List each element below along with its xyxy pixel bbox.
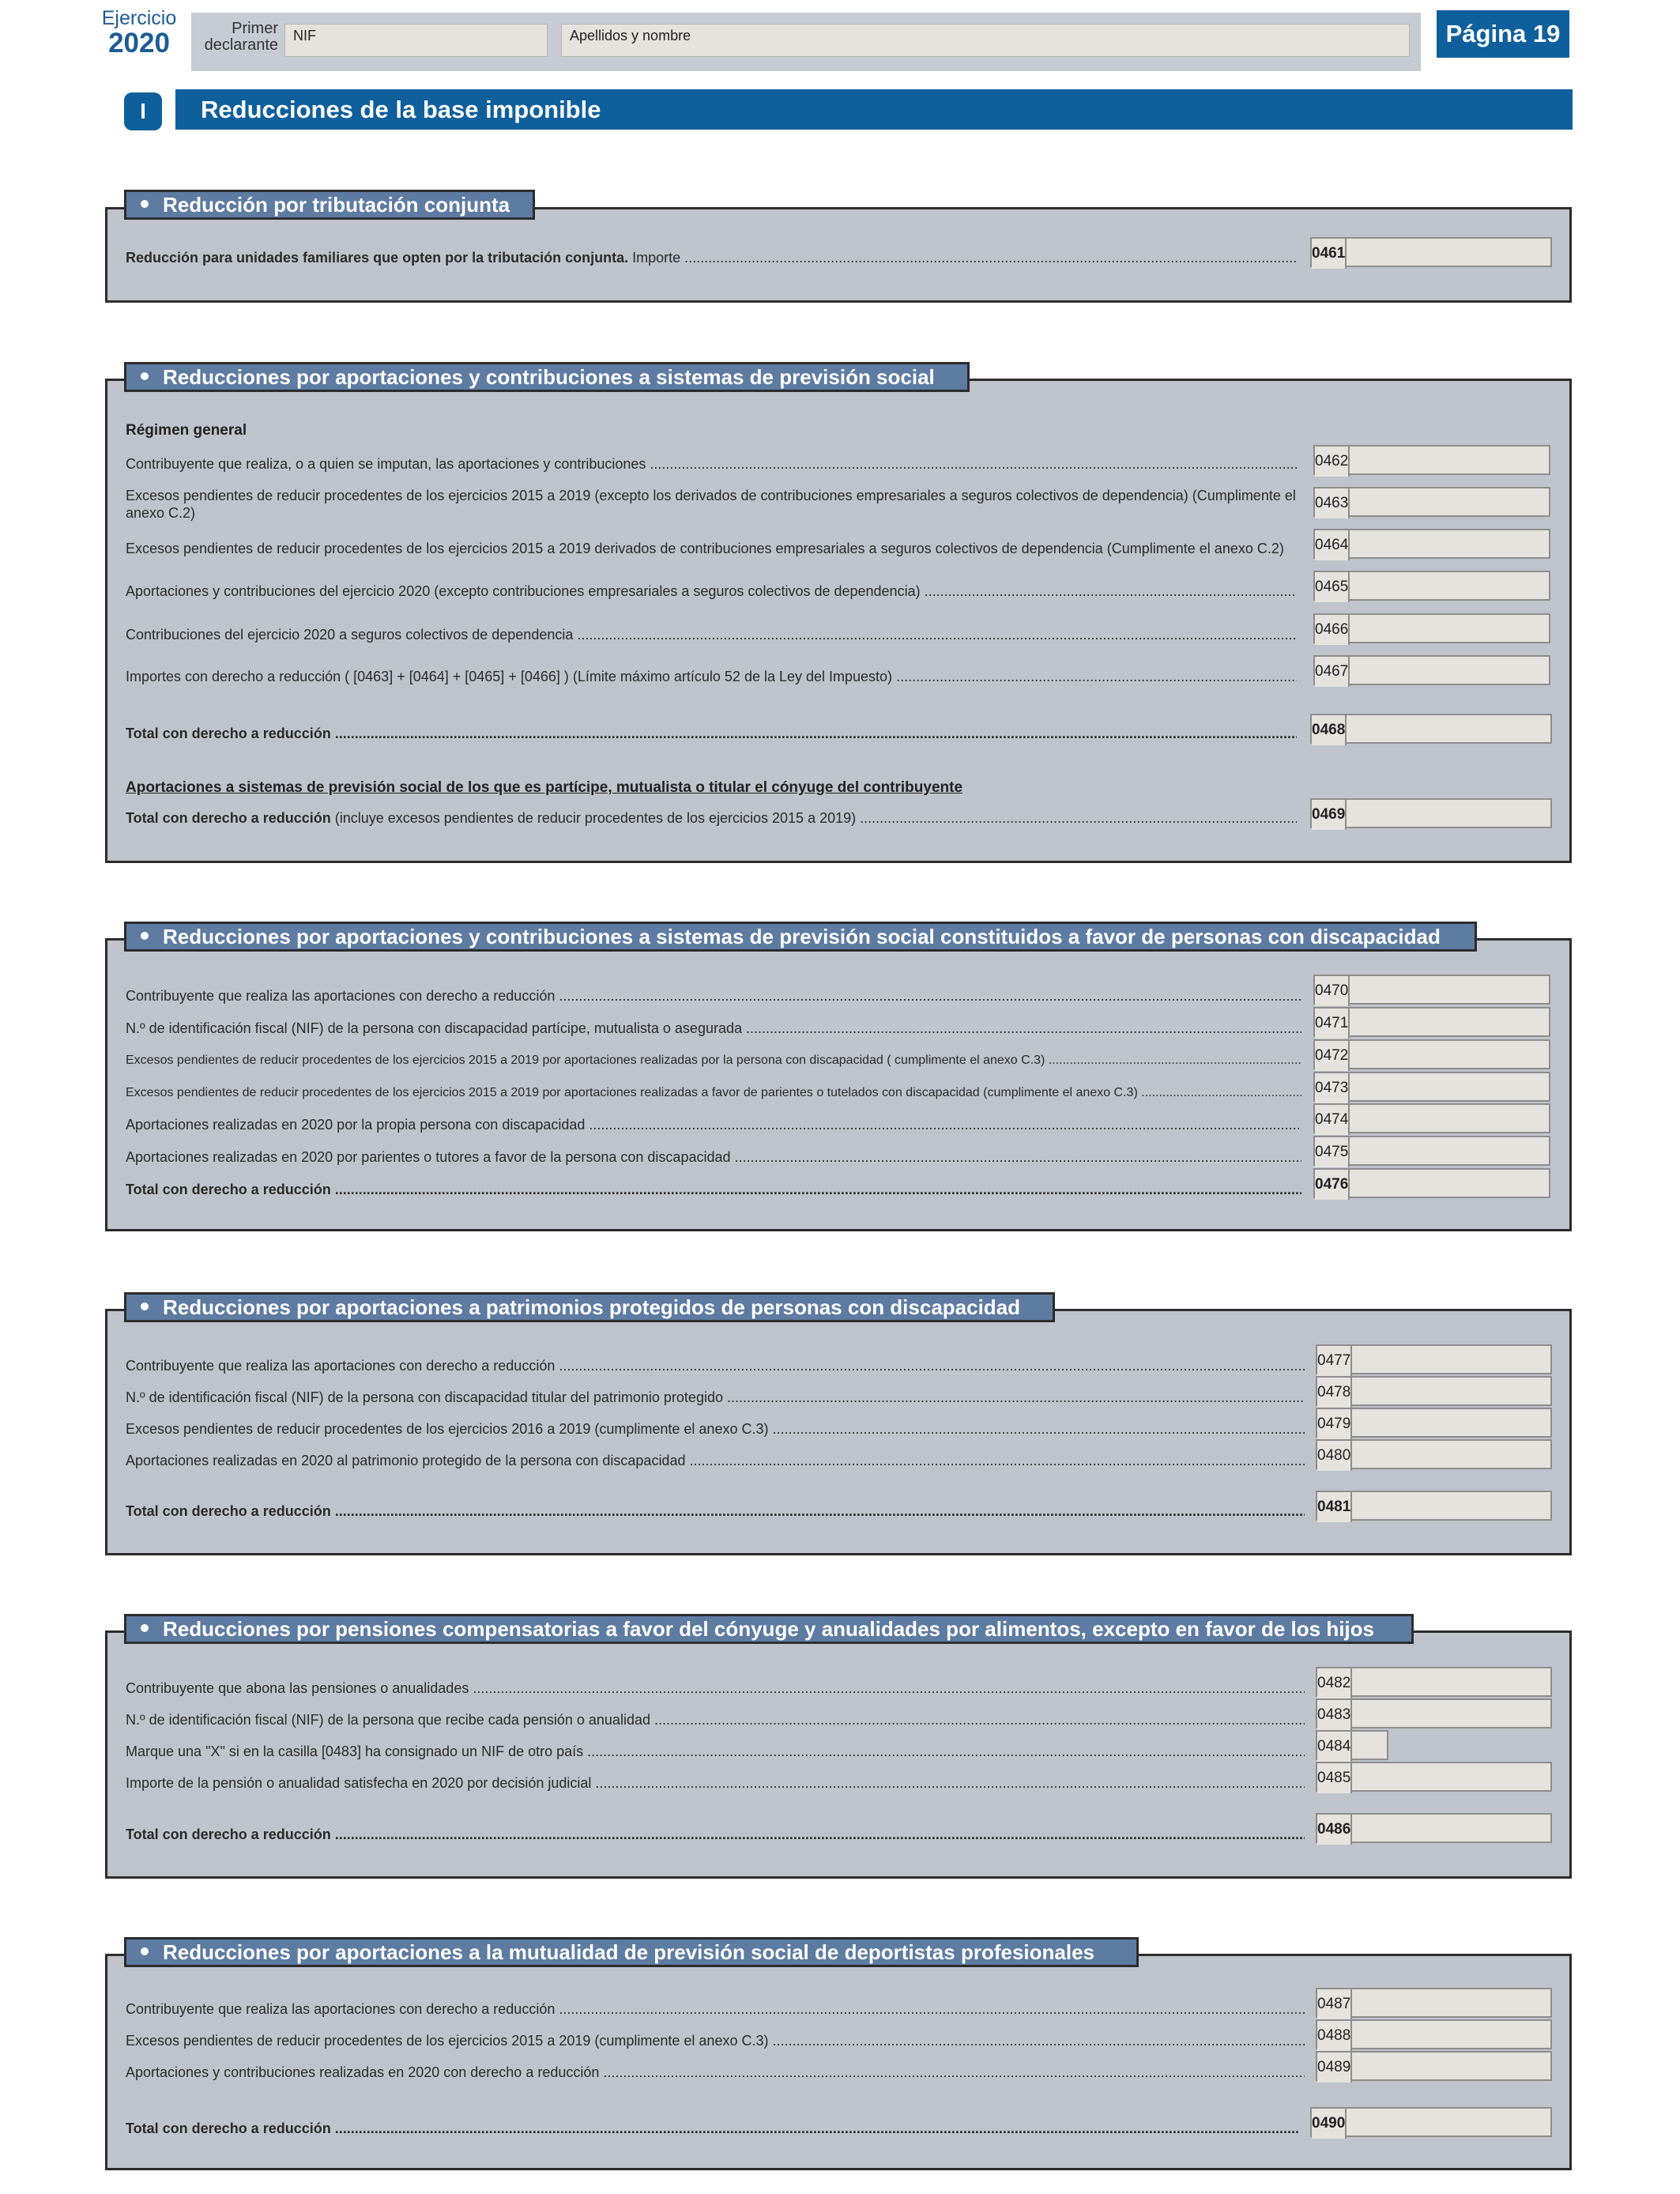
section-letter: I bbox=[124, 92, 162, 130]
line-0484-label: Marque una "X" si en la casilla [0483] ha consignado un NIF de otro país ..... bbox=[126, 1743, 1305, 1760]
line-0463-label: Excesos pendientes de reducir procedentes de los ejercicios 2015 a 2019 (excepto los derivados de contribuciones empresariales a seguros colectivos de dependencia) (Cumplimente el anexo C.2) bbox=[126, 488, 1296, 521]
code-0485: 0485 bbox=[1317, 1763, 1352, 1793]
box-0462[interactable] bbox=[1313, 445, 1550, 475]
spouse-subtitle: Aportaciones a sistemas de previsión social de los que es partícipe, mutualista o titular el cónyuge del contribuyente bbox=[126, 779, 963, 796]
bullet-icon bbox=[141, 1302, 149, 1310]
checkbox-0484[interactable] bbox=[1316, 1730, 1388, 1760]
line-0490-label: Total con derecho a reducción ..... bbox=[126, 2120, 1298, 2137]
code-0466: 0466 bbox=[1315, 615, 1350, 645]
code-0483: 0483 bbox=[1317, 1700, 1352, 1730]
box-0481[interactable] bbox=[1316, 1491, 1552, 1521]
exercise-label: Ejercicio bbox=[101, 7, 177, 29]
joint-taxation-title: Reducción por tributación conjunta bbox=[163, 193, 510, 217]
box-0470[interactable] bbox=[1313, 974, 1550, 1005]
athletes-mutual-title: Reducciones por aportaciones a la mutualidad de previsión social de deportistas profesionales bbox=[163, 1940, 1094, 1964]
code-0461: 0461 bbox=[1312, 239, 1347, 269]
protected-assets-title: Reducciones por aportaciones a patrimonios protegidos de personas con discapacidad bbox=[163, 1295, 1021, 1319]
box-0483[interactable] bbox=[1316, 1698, 1552, 1728]
code-0478: 0478 bbox=[1317, 1378, 1352, 1408]
line-0472-label: Excesos pendientes de reducir procedentes de los ejercicios 2015 a 2019 por aportaciones realizadas por la persona con discapacidad ( cumplimente el anexo C.3) ..... bbox=[126, 1052, 1301, 1069]
code-0487: 0487 bbox=[1317, 1989, 1352, 2019]
pension-title: Reducciones por aportaciones y contribuciones a sistemas de previsión social bbox=[163, 365, 935, 389]
line-0467-label: Importes con derecho a reducción ( [0463] + [0464] + [0465] + [0466] ) (Límite máximo artículo 52 de la Ley del Impuesto) ..... bbox=[126, 668, 1297, 685]
code-0475: 0475 bbox=[1315, 1137, 1350, 1167]
bullet-icon bbox=[141, 372, 149, 380]
nif-field[interactable] bbox=[284, 24, 548, 57]
disability-pension-tab bbox=[124, 922, 1477, 952]
code-0482: 0482 bbox=[1317, 1668, 1352, 1698]
bullet-icon bbox=[141, 932, 149, 940]
code-0474: 0474 bbox=[1315, 1105, 1350, 1135]
disability-pension-title: Reducciones por aportaciones y contribuciones a sistemas de previsión social constituidos a favor de personas con discapacidad bbox=[163, 925, 1441, 948]
code-0484: 0484 bbox=[1317, 1732, 1352, 1762]
line-0482-label: Contribuyente que abona las pensiones o anualidades ..... bbox=[126, 1679, 1305, 1697]
code-0472: 0472 bbox=[1315, 1041, 1350, 1071]
line-0486-label: Total con derecho a reducción ..... bbox=[126, 1826, 1305, 1843]
line-0466-label: Contribuciones del ejercicio 2020 a seguros colectivos de dependencia ..... bbox=[126, 626, 1297, 643]
line-0477-label: Contribuyente que realiza las aportaciones con derecho a reducción ..... bbox=[126, 1357, 1305, 1374]
code-0481: 0481 bbox=[1317, 1492, 1352, 1522]
box-0477[interactable] bbox=[1316, 1344, 1552, 1374]
exercise-year: 2020 bbox=[108, 28, 170, 58]
line-0468-label: Total con derecho a reducción ..... bbox=[126, 725, 1297, 742]
line-0487-label: Contribuyente que realiza las aportaciones con derecho a reducción ..... bbox=[126, 2000, 1305, 2018]
box-0480[interactable] bbox=[1316, 1439, 1552, 1469]
box-0476[interactable] bbox=[1313, 1168, 1550, 1198]
box-0473[interactable] bbox=[1313, 1072, 1550, 1102]
box-0478[interactable] bbox=[1316, 1376, 1552, 1406]
code-0463: 0463 bbox=[1315, 488, 1350, 518]
box-0468[interactable] bbox=[1310, 714, 1552, 744]
box-0487[interactable] bbox=[1316, 1988, 1552, 2018]
code-0486: 0486 bbox=[1317, 1815, 1352, 1845]
line-0471-label: N.º de identificación fiscal (NIF) de la persona con discapacidad partícipe, mutualista o asegurada ..... bbox=[126, 1020, 1301, 1037]
code-0464: 0464 bbox=[1315, 530, 1350, 560]
code-0473: 0473 bbox=[1315, 1073, 1350, 1103]
code-0477: 0477 bbox=[1317, 1346, 1352, 1376]
section-title: Reducciones de la base imponible bbox=[201, 96, 601, 123]
line-0461-label: Reducción para unidades familiares que opten por la tributación conjunta. Importe ..... bbox=[126, 249, 1297, 266]
code-0471: 0471 bbox=[1315, 1008, 1350, 1039]
line-0478-label: N.º de identificación fiscal (NIF) de la persona con discapacidad titular del patrimonio protegido ..... bbox=[126, 1389, 1305, 1406]
athletes-mutual-tab bbox=[124, 1937, 1139, 1967]
line-0489-label: Aportaciones y contribuciones realizadas en 2020 con derecho a reducción ..... bbox=[126, 2064, 1305, 2081]
bullet-icon bbox=[141, 1624, 149, 1632]
code-0489: 0489 bbox=[1317, 2053, 1352, 2083]
line-0485-label: Importe de la pensión o anualidad satisfecha en 2020 por decisión judicial ..... bbox=[126, 1774, 1305, 1792]
box-0466[interactable] bbox=[1313, 613, 1550, 643]
box-0469[interactable] bbox=[1310, 798, 1552, 828]
box-0482[interactable] bbox=[1316, 1667, 1552, 1697]
line-0480-label: Aportaciones realizadas en 2020 al patrimonio protegido de la persona con discapacidad ..... bbox=[126, 1452, 1305, 1469]
box-0479[interactable] bbox=[1316, 1408, 1552, 1438]
line-0481-label: Total con derecho a reducción ..... bbox=[126, 1502, 1305, 1520]
bullet-icon bbox=[141, 200, 149, 208]
box-0486[interactable] bbox=[1316, 1813, 1552, 1843]
name-field[interactable] bbox=[561, 24, 1410, 57]
line-0470-label: Contribuyente que realiza las aportaciones con derecho a reducción ..... bbox=[126, 987, 1301, 1005]
protected-assets-tab bbox=[124, 1292, 1055, 1322]
box-0474[interactable] bbox=[1313, 1103, 1550, 1133]
box-0463[interactable] bbox=[1313, 487, 1550, 517]
box-0467[interactable] bbox=[1313, 655, 1550, 685]
code-0467: 0467 bbox=[1315, 657, 1350, 687]
name-field-label: Apellidos y nombre bbox=[570, 28, 691, 43]
code-0465: 0465 bbox=[1315, 572, 1350, 602]
pension-tab bbox=[124, 362, 970, 392]
section-title-bar bbox=[175, 89, 1573, 130]
code-0469: 0469 bbox=[1312, 800, 1347, 830]
box-0485[interactable] bbox=[1316, 1762, 1552, 1792]
box-0488[interactable] bbox=[1316, 2019, 1552, 2049]
box-0489[interactable] bbox=[1316, 2051, 1552, 2081]
box-0461[interactable] bbox=[1310, 237, 1552, 267]
compensatory-pensions-title: Reducciones por pensiones compensatorias a favor del cónyuge y anualidades por alimentos, excepto en favor de los hijos bbox=[163, 1617, 1374, 1641]
line-0473-label: Excesos pendientes de reducir procedentes de los ejercicios 2015 a 2019 por aportaciones realizadas a favor de parientes o tutelados con discapacidad (cumplimente el anexo C.3) ..... bbox=[126, 1084, 1301, 1102]
line-0479-label: Excesos pendientes de reducir procedentes de los ejercicios 2016 a 2019 (cumplimente el anexo C.3) ..... bbox=[126, 1420, 1305, 1438]
code-0468: 0468 bbox=[1312, 715, 1347, 745]
box-0465[interactable] bbox=[1313, 571, 1550, 601]
line-0475-label: Aportaciones realizadas en 2020 por parientes o tutores a favor de la persona con discapacidad ..... bbox=[126, 1148, 1301, 1166]
line-0483-label: N.º de identificación fiscal (NIF) de la persona que recibe cada pensión o anualidad ..... bbox=[126, 1711, 1305, 1728]
box-0464[interactable] bbox=[1313, 529, 1550, 559]
code-0479: 0479 bbox=[1317, 1409, 1352, 1439]
line-0462-label: Contribuyente que realiza, o a quien se imputan, las aportaciones y contribuciones ..... bbox=[126, 455, 1297, 473]
box-0475[interactable] bbox=[1313, 1136, 1550, 1166]
line-0488-label: Excesos pendientes de reducir procedentes de los ejercicios 2015 a 2019 (cumplimente el anexo C.3) ..... bbox=[126, 2032, 1305, 2049]
declarant-bar bbox=[191, 13, 1421, 71]
declarant-label-line2: declarante bbox=[204, 36, 278, 54]
nif-field-label: NIF bbox=[293, 28, 316, 43]
exercise-block bbox=[100, 8, 179, 58]
declarant-label-line1: Primer bbox=[232, 20, 278, 37]
joint-taxation-tab bbox=[124, 190, 535, 220]
compensatory-pensions-tab bbox=[124, 1614, 1414, 1644]
general-regime-subtitle: Régimen general bbox=[126, 422, 247, 439]
code-0462: 0462 bbox=[1315, 447, 1350, 477]
line-0465-label: Aportaciones y contribuciones del ejercicio 2020 (excepto contribuciones empresariales a seguros colectivos de dependencia) ..... bbox=[126, 582, 1297, 600]
code-0470: 0470 bbox=[1315, 976, 1350, 1006]
box-0490[interactable] bbox=[1310, 2107, 1552, 2137]
declarant-label bbox=[202, 21, 278, 54]
code-0488: 0488 bbox=[1317, 2021, 1352, 2051]
line-0469-label: Total con derecho a reducción (incluye excesos pendientes de reducir procedentes de los ejercicios 2015 a 2019) ..... bbox=[126, 809, 1297, 827]
page-number: Página 19 bbox=[1437, 10, 1569, 58]
code-0476: 0476 bbox=[1315, 1170, 1350, 1200]
bullet-icon bbox=[141, 1947, 149, 1955]
box-0471[interactable] bbox=[1313, 1007, 1550, 1037]
line-0476-label: Total con derecho a reducción ..... bbox=[126, 1181, 1301, 1198]
line-0464-label: Excesos pendientes de reducir procedentes de los ejercicios 2015 a 2019 derivados de contribuciones empresariales a seguros colectivos de dependencia (Cumplimente el anexo C.2) bbox=[126, 541, 1284, 556]
code-0490: 0490 bbox=[1312, 2109, 1347, 2139]
line-0474-label: Aportaciones realizadas en 2020 por la propia persona con discapacidad ..... bbox=[126, 1116, 1301, 1133]
code-0480: 0480 bbox=[1317, 1441, 1352, 1471]
box-0472[interactable] bbox=[1313, 1039, 1550, 1069]
